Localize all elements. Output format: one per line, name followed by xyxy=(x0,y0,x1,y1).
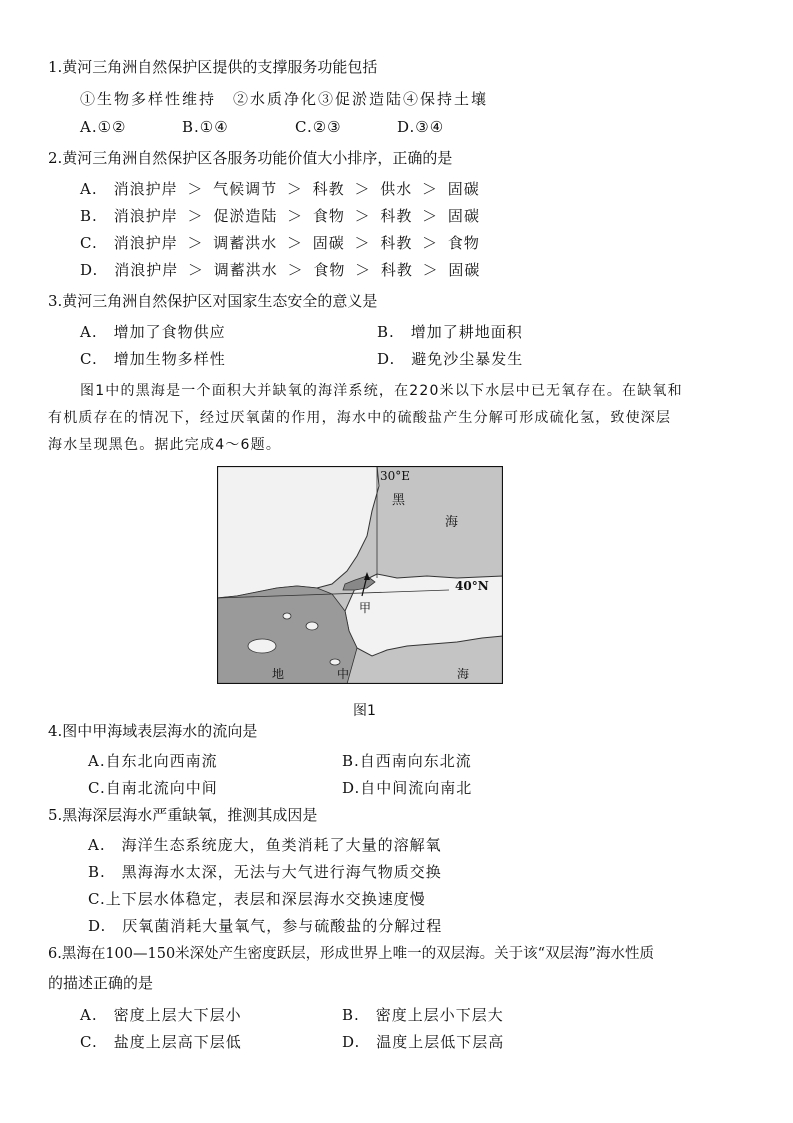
q3-option-b: B. 增加了耕地面积 xyxy=(377,323,523,341)
q1-stem: 1.黄河三角洲自然保护区提供的支撑服务功能包括 xyxy=(48,58,378,76)
q5-stem: 5.黑海深层海水严重缺氧，推测其成因是 xyxy=(48,806,318,824)
q2-option-a: A. 消浪护岸 ＞ 气候调节 ＞ 科教 ＞ 供水 ＞ 固碳 xyxy=(80,180,480,198)
q5-option-b: B. 黑海海水太深，无法与大气进行海气物质交换 xyxy=(88,863,442,881)
q6-option-d: D. 温度上层低下层高 xyxy=(342,1033,505,1051)
island xyxy=(283,613,291,619)
q1-option-b: B.①④ xyxy=(182,118,229,136)
q2-option-d: D. 消浪护岸 ＞ 调蓄洪水 ＞ 食物 ＞ 科教 ＞ 固碳 xyxy=(80,261,481,279)
jia-label: 甲 xyxy=(359,601,372,615)
q3-stem: 3.黄河三角洲自然保护区对国家生态安全的意义是 xyxy=(48,292,378,310)
black-sea-label-2: 海 xyxy=(445,515,459,530)
q5-option-c: C.上下层水体稳定，表层和深层海水交换速度慢 xyxy=(88,890,426,908)
q1-option-c: C.②③ xyxy=(295,118,342,136)
black-sea-map xyxy=(217,466,503,684)
intro-line-1: 图1中的黑海是一个面积大并缺氧的海洋系统，在220米以下水层中已无氧存在。在缺氧和 xyxy=(80,383,683,399)
q6-stem-line-2: 的描述正确的是 xyxy=(48,974,154,992)
black-sea-label-1: 黑 xyxy=(392,493,406,508)
island xyxy=(248,639,276,653)
island xyxy=(306,622,318,630)
q4-option-c: C.自南北流向中间 xyxy=(88,779,218,797)
q1-option-d: D.③④ xyxy=(397,118,445,136)
figure-caption: 图1 xyxy=(353,703,376,719)
q3-option-d: D. 避免沙尘暴发生 xyxy=(377,350,524,368)
q2-option-c: C. 消浪护岸 ＞ 调蓄洪水 ＞ 固碳 ＞ 科教 ＞ 食物 xyxy=(80,234,480,252)
q3-option-a: A. 增加了食物供应 xyxy=(80,323,226,341)
q4-stem: 4.图中甲海域表层海水的流向是 xyxy=(48,722,258,740)
q6-stem-line-1: 6.黑海在100—150米深处产生密度跃层，形成世界上唯一的双层海。关于该“双层海”海水性质 xyxy=(48,946,655,962)
q4-option-d: D.自中间流向南北 xyxy=(342,779,473,797)
q4-option-a: A.自东北向西南流 xyxy=(88,752,218,770)
med-label-1: 地 xyxy=(272,667,285,681)
q1-option-a: A.①② xyxy=(80,118,127,136)
q2-option-b: B. 消浪护岸 ＞ 促淤造陆 ＞ 食物 ＞ 科教 ＞ 固碳 xyxy=(80,207,480,225)
lon-label: 30°E xyxy=(380,469,411,483)
lat-label: 40°N xyxy=(455,579,489,593)
q5-option-a: A. 海洋生态系统庞大，鱼类消耗了大量的溶解氧 xyxy=(88,836,442,854)
q2-stem: 2.黄河三角洲自然保护区各服务功能价值大小排序，正确的是 xyxy=(48,149,453,167)
aegean-sea xyxy=(217,586,357,684)
intro-line-3: 海水呈现黑色。据此完成4～6题。 xyxy=(48,437,282,453)
q6-option-b: B. 密度上层小下层大 xyxy=(342,1006,504,1024)
q4-option-b: B.自西南向东北流 xyxy=(342,752,472,770)
island xyxy=(330,659,340,665)
q3-option-c: C. 增加生物多样性 xyxy=(80,350,226,368)
q1-items: ①生物多样性维持 ②水质净化③促淤造陆④保持土壤 xyxy=(80,90,489,108)
q6-option-a: A. 密度上层大下层小 xyxy=(80,1006,242,1024)
q6-option-c: C. 盐度上层高下层低 xyxy=(80,1033,242,1051)
med-label-2: 中 xyxy=(337,667,350,681)
q5-option-d: D. 厌氧菌消耗大量氧气，参与硫酸盐的分解过程 xyxy=(88,917,443,935)
med-label-3: 海 xyxy=(457,667,470,681)
intro-line-2: 有机质存在的情况下，经过厌氧菌的作用，海水中的硫酸盐产生分解可形成硫化氢，致使深层 xyxy=(48,410,672,426)
